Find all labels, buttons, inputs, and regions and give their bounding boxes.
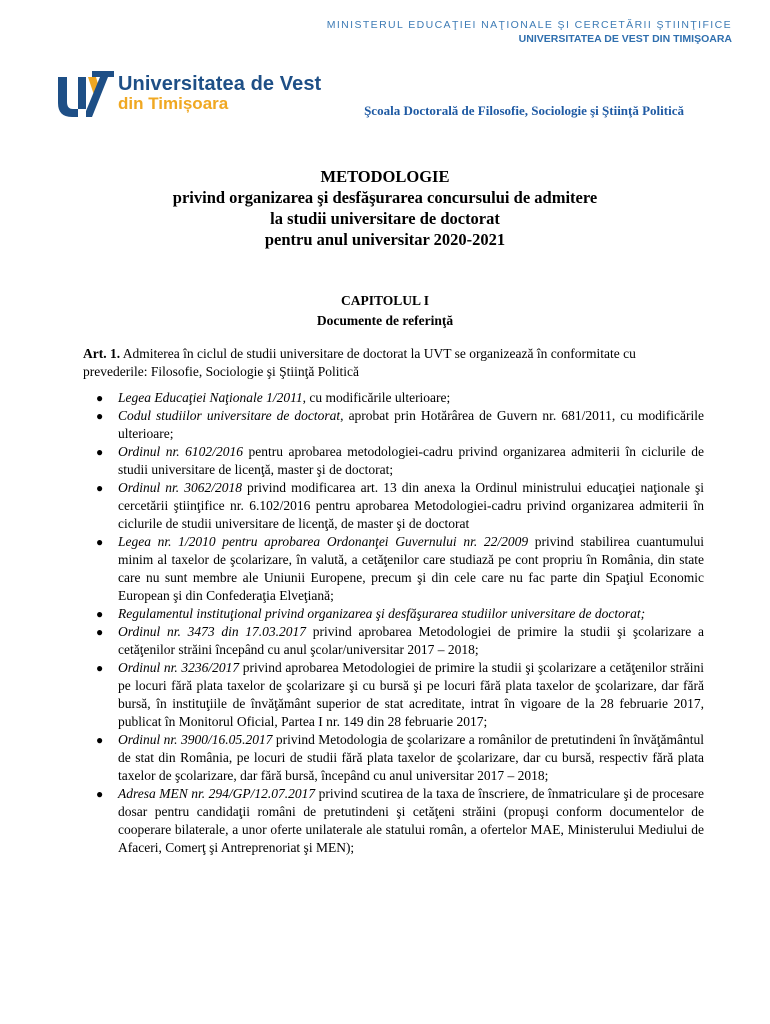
bullet-icon: ● [96, 391, 104, 405]
bullet-icon: ● [96, 625, 104, 639]
list-item: ● Ordinul nr. 6102/2016 pentru aprobarea metodologiei-cadru privind organizarea admiterii în ciclurile de studii universitare de licenţă, master şi de doctorat; [96, 444, 704, 477]
logo-line-2: din Timișoara [118, 94, 229, 113]
list-item: ● Ordinul nr. 3062/2018 privind modificarea art. 13 din anexa la Ordinul ministrului educaţiei naţionale şi cercetării ştiinţifice nr. 6.102/2016 pentru aprobarea Metodologiei-cadru privind organizarea admiterii în ciclurile de studii universitare de licenţă, de master şi de doctorat [96, 480, 704, 531]
title-line-1: METODOLOGIE [320, 167, 450, 186]
title-line-4: pentru anul universitar 2020-2021 [264, 230, 506, 249]
bullet-icon: ● [96, 535, 104, 549]
bullet-icon: ● [96, 409, 104, 423]
list-item: ● Regulamentul instituţional privind organizarea şi desfăşurarea studiilor universitare de doctorat; [96, 606, 646, 621]
bullet-icon: ● [96, 607, 104, 621]
chapter-heading [0, 291, 770, 331]
ministry-name: MINISTERUL EDUCAŢIEI NAŢIONALE ŞI CERCETĂRII ŞTIINŢIFICE [326, 19, 732, 31]
chapter-number: CAPITOLUL I [341, 293, 429, 308]
list-item: ● Legea nr. 1/2010 pentru aprobarea Ordonanţei Guvernului nr. 22/2009 privind stabilirea cuantumului minim al taxelor de şcolarizare, în valută, a cetăţenilor care studiază pe cont propriu în România, din state care nu sunt membre ale Uniunii Europene, precum şi din cele care nu fac parte din Spaţiul Economic European şi din Confederaţia Elveţiană; [96, 534, 704, 603]
list-item: ● Ordinul nr. 3473 din 17.03.2017 privind aprobarea Metodologiei de primire la studii şi şcolarizare a cetăţenilor străini începând cu anul şcolar/universitar 2017 – 2018; [96, 624, 704, 657]
ministry-header [327, 18, 732, 46]
doctoral-school-name: Şcoala Doctorală de Filosofie, Sociologie şi Ştiinţă Politică [364, 103, 684, 118]
bullet-icon: ● [96, 787, 104, 801]
reference-list [96, 389, 704, 857]
list-item: ● Legea Educaţiei Naţionale 1/2011, cu modificările ulterioare; [96, 390, 451, 405]
list-item: ● Codul studiilor universitare de doctorat, aprobat prin Hotărârea de Guvern nr. 681/2011, cu modificările ulterioare; [96, 408, 704, 441]
bullet-icon: ● [96, 445, 104, 459]
bullet-icon: ● [96, 733, 104, 747]
title-line-2: privind organizarea şi desfăşurarea concursului de admitere [172, 188, 598, 207]
bullet-icon: ● [96, 661, 104, 675]
chapter-name: Documente de referinţă [316, 313, 454, 328]
university-name: UNIVERSITATEA DE VEST DIN TIMIŞOARA [518, 33, 732, 45]
document-title [0, 166, 770, 250]
article-1 [83, 345, 701, 381]
article-text: Admiterea în ciclul de studii universitare de doctorat la UVT se organizează în conformitate cu prevederile: Filosofie, Sociologie şi Ştiinţă Politică [83, 346, 636, 379]
list-item: ● Ordinul nr. 3900/16.05.2017 privind Metodologia de şcolarizare a românilor de pretutindeni în învăţământul de stat din România, pe locuri de studii fără plata taxelor de şcolarizare, dar cu bursă, respectiv fără plata taxelor de şcolarizare, dar fără bursă, începând cu anul universitar 2017 – 2018; [96, 732, 704, 783]
logo-line-1: Universitatea de Vest [118, 73, 322, 95]
bullet-icon: ● [96, 481, 104, 495]
list-item: ● Ordinul nr. 3236/2017 privind aprobarea Metodologiei de primire la studii şi şcolarizare a cetăţenilor străini pe locuri fără plata taxelor de şcolarizare şi cu bursă şi pe locuri fără plata taxelor de şcolarizare, dar fără bursă, în instituţiile de învăţământ superior de stat acreditate, intrat în vigoare de la 28 februarie 2017, publicat în Monitorul Oficial, Partea I nr. 149 din 28 februarie 2017; [96, 660, 704, 729]
title-line-3: la studii universitare de doctorat [270, 209, 500, 228]
article-label: Art. 1. [83, 346, 121, 361]
list-item: ● Adresa MEN nr. 294/GP/12.07.2017 privind scutirea de la taxa de înscriere, de înmatriculare şi de procesare dosar pentru candidaţii români de pretutindeni şi cetăţeni străini (propuşi conform documentelor de cooperare bilaterale, a unor oferte unilaterale ale statului român, a ofertelor MAE, Ministerului Mediului de Afaceri, Comerţ şi Antreprenoriat şi MEN); [96, 786, 704, 855]
